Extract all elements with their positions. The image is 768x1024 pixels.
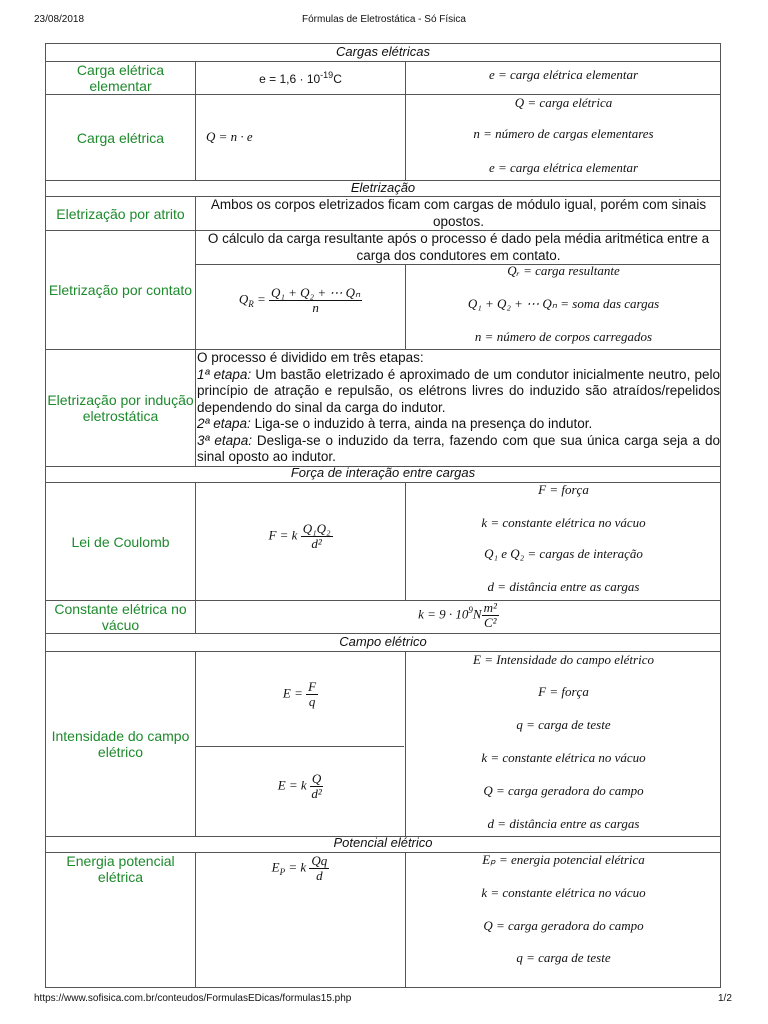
label-contato: Eletrização por contato [48,282,193,298]
desc-intensidade-qg: Q = carga geradora do campo [483,783,644,798]
label-intensidade: Intensidade do campo elétrico [51,728,190,760]
desc-intensidade-q: q = carga de teste [516,717,611,732]
desc-contato-n: n = número de corpos carregados [474,329,653,344]
desc-intensidade-f: F = força [538,684,589,699]
desc-carga-eletrica-e: e = carga elétrica elementar [488,160,639,175]
formula-coulomb: F = k $\frac{\text{Q₁Q₂}}{\text{d²}}$ [268,521,331,551]
inducao-step3-tag: 3ª etapa: [197,432,252,448]
inducao-step1-tag: 1ª etapa: [197,366,252,382]
desc-intensidade-k: k = constante elétrica no vácuo [481,750,646,765]
formula-table [45,43,721,988]
desc-coulomb-k: k = constante elétrica no vácuo [481,515,646,530]
text-contato: O cálculo da carga resultante após o processo é dado pela média aritmética entre a carga dos condutores em contato. [207,231,710,263]
formula-contato: $Q_R$ = $\frac{\text{Q₁ + Q₂ + ⋯ Qₙ}}{n}$ [238,285,361,315]
text-atrito: Ambos os corpos eletrizados ficam com cargas de módulo igual, porém com sinais opostos. [210,197,707,229]
desc-intensidade-d: d = distância entre as cargas [487,816,640,831]
formula-constante: $k = 9 \cdot 10^9N$ $\frac{\text{m²}}{\text{C²}}$ [418,600,497,630]
label-carga-eletrica: Carga elétrica [76,129,165,146]
inducao-intro: O processo é dividido em três etapas: [197,350,424,365]
page-url: https://www.sofisica.com.br/conteudos/FormulasEDicas/formulas15.php [34,993,352,1004]
label-atrito: Eletrização por atrito [56,205,185,222]
desc-contato-qr: Qᵣ = carga resultante [507,263,620,278]
page-number: 1/2 [718,993,732,1004]
desc-energia-qt: q = carga de teste [516,950,611,965]
formula-carga-eletrica: Q = n · e [206,129,253,144]
desc-energia-q: Q = carga geradora do campo [483,918,644,933]
inducao-step1: Um bastão eletrizado é aproximado de um condutor inicialmente neutro, pelo princípio de atração e repulsão, os elétrons livres do induzido são atraídos/repelidos dependendo do sinal da carga do indutor. [197,366,720,415]
formula-intensidade-fq: E = $\frac{F}{q}$ [282,679,317,709]
text-inducao [197,350,720,466]
section-title-cargas: Cargas elétricas [336,44,430,59]
section-title-potencial: Potencial elétrico [333,835,433,850]
label-inducao: Eletrização por indução eletrostática [47,392,194,424]
desc-coulomb-q: Q₁ e Q₂ = cargas de interação [484,546,643,561]
desc-energia-k: k = constante elétrica no vácuo [481,885,646,900]
desc-carga-elementar: e = carga elétrica elementar [488,67,639,82]
label-energia-potencial: Energia potencial elétrica [66,853,175,885]
desc-energia-ep: Eₚ = energia potencial elétrica [482,852,645,867]
desc-coulomb-d: d = distância entre as cargas [487,579,640,594]
print-date: 23/08/2018 [34,14,85,25]
section-title-campo: Campo elétrico [339,634,427,649]
desc-contato-soma: Q₁ + Q₂ + ⋯ Qₙ = soma das cargas [467,296,660,311]
section-title-eletrizacao: Eletrização [350,180,416,195]
formula-energia-potencial: $E_P = k$ $\frac{Qq}{d}$ [271,853,328,883]
inducao-step2: Liga-se o induzido à terra, ainda na presença do indutor. [254,416,593,431]
label-carga-elementar: Carga elétrica elementar [76,62,165,94]
page-title: Fórmulas de Eletrostática - Só Física [302,14,466,25]
inducao-step2-tag: 2ª etapa: [197,416,251,431]
formula-intensidade-kq: E = k $\frac{Q}{\text{d²}}$ [277,771,322,801]
desc-carga-eletrica-n: n = número de cargas elementares [473,126,654,141]
label-constante: Constante elétrica no vácuo [54,601,187,633]
section-title-forca: Força de interação entre cargas [290,465,476,480]
desc-carga-eletrica-q: Q = carga elétrica [514,95,613,110]
formula-carga-elementar: $e = 1,6 \cdot 10^{-19}C$ [259,70,342,86]
inducao-step3: Desliga-se o induzido da terra, fazendo com que sua única carga seja a do sinal oposto ao indutor. [197,432,720,464]
label-coulomb: Lei de Coulomb [71,533,170,550]
desc-intensidade-e: E = Intensidade do campo elétrico [473,652,654,667]
desc-coulomb-f: F = força [538,482,589,497]
